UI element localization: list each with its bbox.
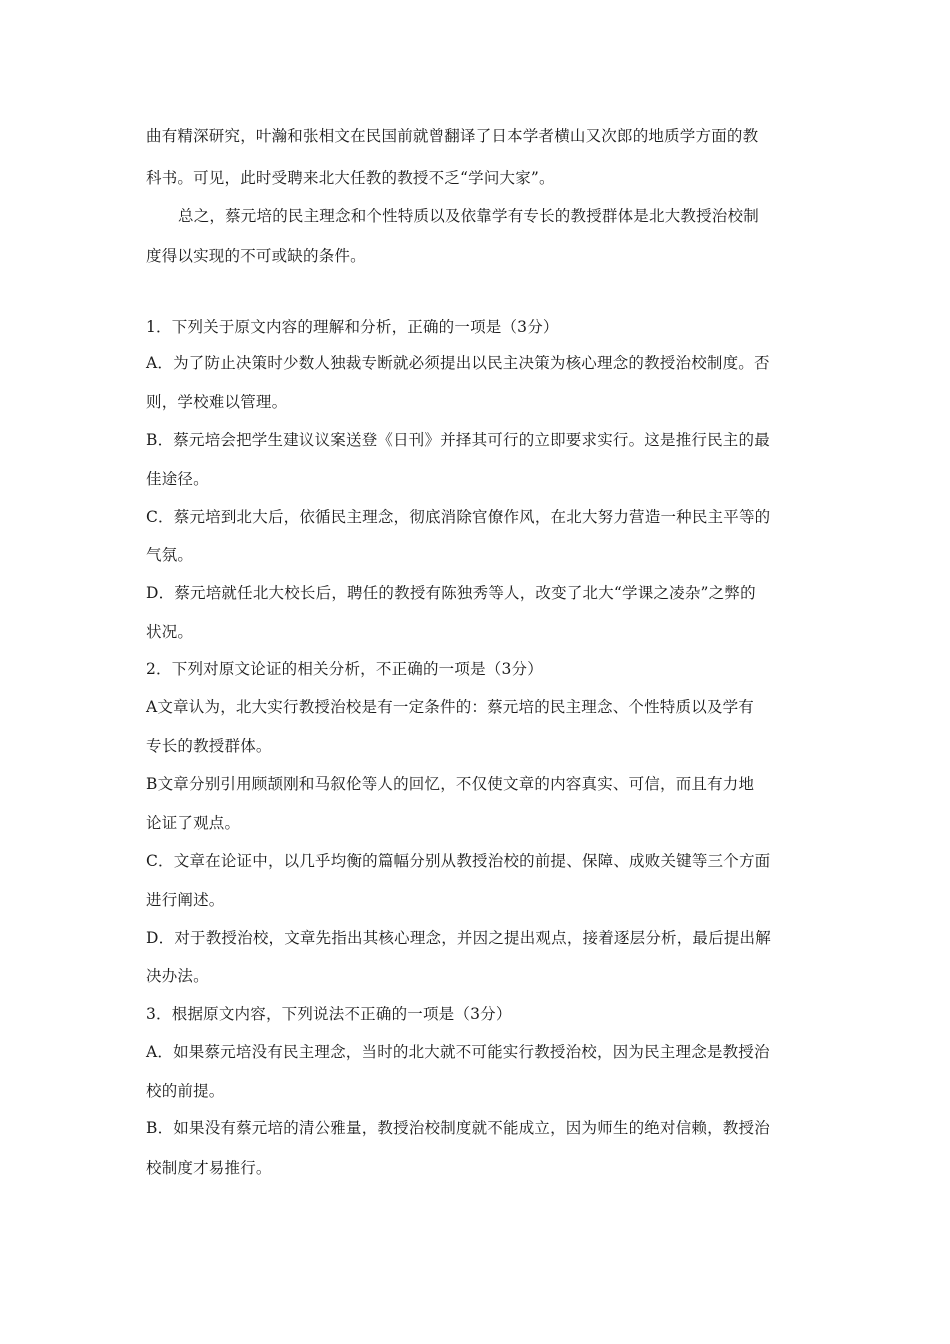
question-1-option-a-cont: 则，学校难以管理。 xyxy=(146,393,288,411)
question-2-option-a: A文章认为，北大实行教授治校是有一定条件的：蔡元培的民主理念、个性特质以及学有 xyxy=(146,698,754,716)
question-2-option-a-cont: 专长的教授群体。 xyxy=(146,737,272,755)
question-2-option-c: C．文章在论证中，以几乎均衡的篇幅分别从教授治校的前提、保障、成败关键等三个方面 xyxy=(146,852,771,870)
question-2-option-c-cont: 进行阐述。 xyxy=(146,891,225,909)
question-1-option-d-cont: 状况。 xyxy=(146,623,194,641)
passage-line-indented: 总之，蔡元培的民主理念和个性特质以及依靠学有专长的教授群体是北大教授治校制 xyxy=(178,207,759,225)
question-1-option-b-cont: 佳途径。 xyxy=(146,470,209,488)
passage-line: 科书。可见，此时受聘来北大任教的教授不乏“学问大家”。 xyxy=(146,169,555,187)
question-1-option-d: D．蔡元培就任北大校长后，聘任的教授有陈独秀等人，改变了北大“学课之凌杂”之弊的 xyxy=(146,584,756,602)
question-3-option-a: A．如果蔡元培没有民主理念，当时的北大就不可能实行教授治校，因为民主理念是教授治 xyxy=(146,1043,770,1061)
question-3-option-b-cont: 校制度才易推行。 xyxy=(146,1159,272,1177)
question-2-option-d-cont: 决办法。 xyxy=(146,967,209,985)
question-1-stem: 1．下列关于原文内容的理解和分析，正确的一项是（3分） xyxy=(146,318,559,336)
question-1-option-a: A．为了防止决策时少数人独裁专断就必须提出以民主决策为核心理念的教授治校制度。否 xyxy=(146,354,770,372)
question-2-stem: 2．下列对原文论证的相关分析，不正确的一项是（3分） xyxy=(146,660,543,678)
question-2-option-d: D．对于教授治校，文章先指出其核心理念，并因之提出观点，接着逐层分析，最后提出解 xyxy=(146,929,771,947)
passage-line: 曲有精深研究，叶瀚和张相文在民国前就曾翻译了日本学者横山又次郎的地质学方面的教 xyxy=(146,127,759,145)
question-1-option-b: B．蔡元培会把学生建议议案送登《日刊》并择其可行的立即要求实行。这是推行民主的最 xyxy=(146,431,770,449)
question-3-option-a-cont: 校的前提。 xyxy=(146,1082,225,1100)
question-3-option-b: B．如果没有蔡元培的清公雅量，教授治校制度就不能成立，因为师生的绝对信赖，教授治 xyxy=(146,1119,770,1137)
question-2-option-b-cont: 论证了观点。 xyxy=(146,814,241,832)
question-1-option-c: C．蔡元培到北大后，依循民主理念，彻底消除官僚作风，在北大努力营造一种民主平等的 xyxy=(146,508,771,526)
question-1-option-c-cont: 气氛。 xyxy=(146,546,194,564)
passage-line: 度得以实现的不可或缺的条件。 xyxy=(146,247,366,265)
question-3-stem: 3．根据原文内容，下列说法不正确的一项是（3分） xyxy=(146,1005,512,1023)
question-2-option-b: B文章分别引用顾颉刚和马叙伦等人的回忆，不仅使文章的内容真实、可信，而且有力地 xyxy=(146,775,755,793)
